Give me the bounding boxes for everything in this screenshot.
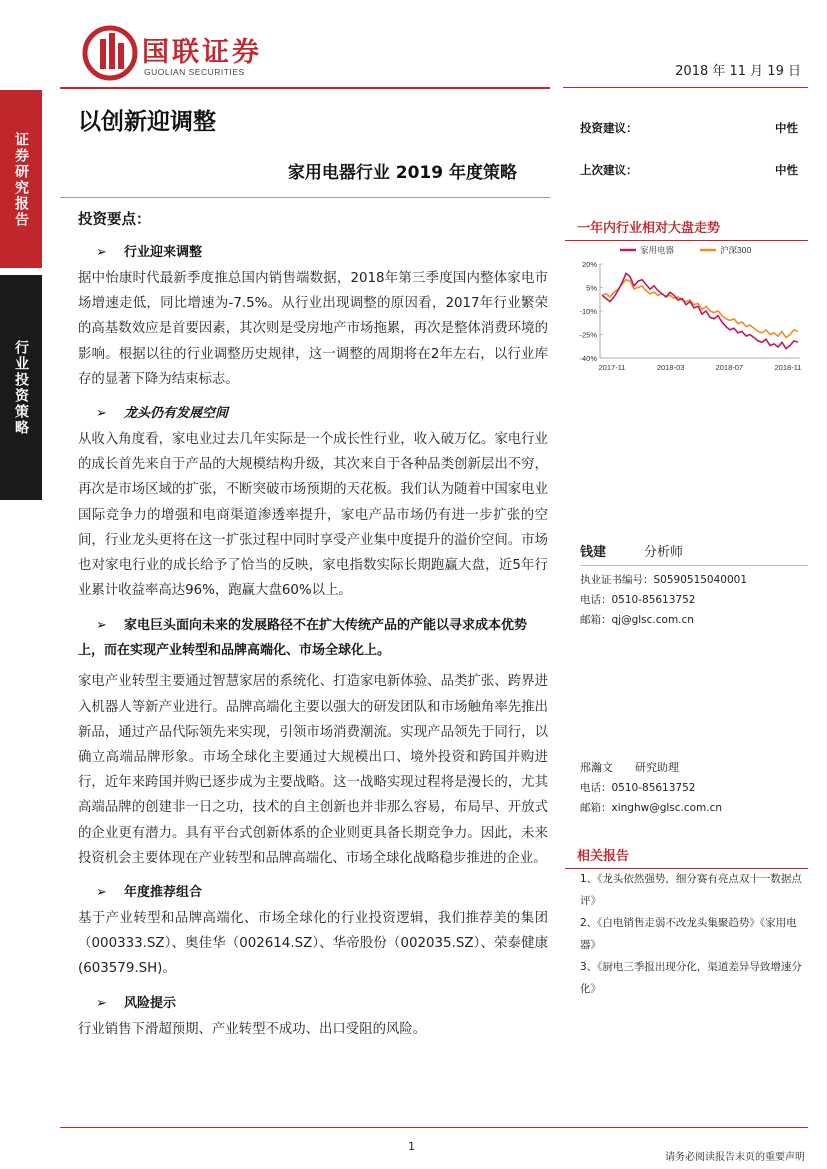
section-paragraph: 行业销售下滑超预期、产业转型不成功、出口受阻的风险。 (78, 1021, 427, 1037)
arrow-bullet-icon: ➢ (96, 995, 107, 1011)
section-heading: ➢ 家电巨头面向未来的发展路径不在扩大传统产品的产能以寻求成本优势上，而在实现产业转型和品牌高端化、市场全球化上。 (78, 613, 548, 663)
assistant-name-row (580, 758, 722, 778)
logo-english-name: GUOLIAN SECURITIES (144, 67, 245, 77)
disclaimer-note: 请务必阅读报告末页的重要声明 (665, 1152, 805, 1163)
arrow-bullet-icon: ➢ (96, 406, 107, 422)
rating-current (580, 120, 798, 136)
relative-performance-chart (570, 238, 810, 383)
section-heading: ➢ 年度推荐组合 (96, 885, 203, 901)
assistant-email[interactable]: xinghw@glsc.com.cn (611, 802, 723, 814)
assistant-name: 邢瀚文 (580, 761, 613, 774)
report-body (78, 208, 548, 1052)
analyst-card-assistant (580, 758, 722, 818)
related-reports-list (580, 868, 804, 1000)
chart-section-title: 一年内行业相对大盘走势 (565, 217, 808, 236)
side-label-category: 行业投资策略 (13, 340, 29, 436)
x-tick-label: 2018-11 (774, 363, 802, 372)
related-report-item[interactable]: 2、《白电销售走弱不改龙头集聚趋势》《家用电器》 (580, 917, 797, 951)
analyst-cert-row: 执业证书编号：S0590515040001 (580, 574, 748, 586)
report-date: 2018 年 11 月 19 日 (675, 64, 801, 79)
section-paragraph: 家电产业转型主要通过智慧家居的系统化、打造家电新体验、品类扩张、跨界进入机器人等新产业进行。品牌高端化主要以强大的研发团队和市场触角率先推出新品，通过产品代际领先来实现，引领市场消费潮流。实现产品领先于同行，以确立高端品牌形象。市场全球化主要通过大规模出口、境外投资和跨国并购进行，近年来跨国并购已逐步成为主要战略。这一战略实现过程将是漫长的，尤其高端品牌的创建非一日之功，技术的自主创新也并非那么容易，布局早、开放式的企业更有潜力。具有平台式创新体系的企业则更具备长期竞争力。因此，未来投资机会主要体现在产业转型和品牌高端化、市场全球化战略稳步推进的企业。 (78, 674, 548, 866)
analyst-name-row (580, 543, 808, 563)
header-divider (60, 87, 550, 89)
analyst-phone-row: 电话：0510-85613752 (580, 594, 696, 606)
title-divider (60, 197, 550, 198)
y-tick-label: 20% (581, 260, 597, 269)
analyst-card-primary (580, 543, 808, 630)
rating-previous-value: 中性 (775, 163, 798, 177)
report-subtitle: 家用电器行业 2019 年度策略 (287, 163, 517, 183)
y-tick-label: -40% (579, 354, 597, 363)
arrow-bullet-icon: ➢ (96, 245, 107, 260)
analyst-title: 分析师 (644, 545, 684, 560)
analyst-name: 钱建 (580, 545, 607, 560)
footer-divider (60, 1127, 808, 1128)
analyst-email-row: 邮箱：qj@glsc.com.cn (580, 614, 694, 626)
analyst-email[interactable]: qj@glsc.com.cn (611, 614, 694, 626)
x-tick-label: 2017-11 (598, 363, 626, 372)
rating-current-value: 中性 (775, 121, 798, 135)
y-tick-label: -10% (579, 307, 597, 316)
assistant-title: 研究助理 (635, 761, 679, 774)
side-label-report-type: 证券研究报告 (13, 131, 29, 228)
rating-current-label: 投资建议： (580, 121, 638, 135)
rating-previous-label: 上次建议： (580, 163, 638, 177)
header-divider-right (563, 87, 808, 88)
related-report-item[interactable]: 1、《龙头依然强势，细分赛有亮点双十一数据点评》 (580, 873, 802, 907)
section-paragraph: 基于产业转型和品牌高端化、市场全球化的行业投资逻辑，我们推荐美的集团（000333.SZ）、奥佳华（002614.SZ）、华帝股份（002035.SZ）、荣泰健康(603579.SH)。 (78, 911, 548, 977)
y-tick-label: 5% (586, 283, 597, 293)
key-points-heading: 投资要点： (78, 212, 151, 228)
guolian-logo-icon (82, 25, 138, 81)
arrow-bullet-icon: ➢ (96, 618, 107, 634)
analyst-cert: S0590515040001 (653, 574, 748, 586)
arrow-bullet-icon: ➢ (96, 885, 107, 901)
y-tick-label: -25% (579, 330, 597, 340)
section-heading: ➢ 龙头仍有发展空间 (96, 406, 229, 422)
related-reports-title: 相关报告 (565, 845, 808, 864)
company-logo (82, 25, 312, 81)
x-tick-label: 2018-03 (656, 363, 685, 372)
rating-previous (580, 162, 798, 178)
section-heading: ➢ 行业迎来调整 (96, 245, 203, 260)
page-number: 1 (408, 1140, 415, 1153)
related-report-item[interactable]: 3、《厨电三季报出现分化，渠道差异导致增速分化》 (580, 961, 802, 995)
legend-label: 沪深300 (720, 245, 752, 255)
assistant-phone-row: 电话：0510-85613752 (580, 782, 696, 794)
section-paragraph: 据中怡康时代最新季度推总国内销售端数据，2018年第三季度国内整体家电市场增速走低，同比增速为-7.5%。从行业出现调整的原因看，2017年行业繁荣的高基数效应是首要因素，其次则是受房地产市场拖累，再次是整体消费环境的影响。根据以往的行业调整历史规律，这一调整的周期将在2年左右，以行业库存的显著下降为结束标志。 (78, 271, 548, 387)
section-paragraph: 从收入角度看，家电业过去几年实际是一个成长性行业，收入破万亿。家电行业的成长首先来自于产品的大规模结构升级，其次来自于各种品类创新层出不穷，再次是市场区域的扩张，不断突破市场预期的天花板。我们认为随着中国家电业国际竞争力的增强和电商渠道渗透率提升，家电产品市场仍有进一步扩张的空间，行业龙头更将在这一扩张过程中同时享受产业集中度提升的溢价空间。市场也对家电行业的成长给予了恰当的反映，家电指数实际长期跑赢大盘，近5年行业累计收益率高达96%，跑赢大盘60%以上。 (78, 432, 548, 599)
assistant-email-row: 邮箱：xinghw@glsc.com.cn (580, 802, 723, 814)
legend-label: 家用电器 (640, 245, 675, 255)
analyst-divider (580, 565, 808, 566)
x-tick-label: 2018-07 (715, 363, 744, 372)
section-heading: ➢ 风险提示 (96, 995, 177, 1011)
report-title: 以创新迎调整 (78, 108, 216, 135)
assistant-phone: 0510-85613752 (611, 782, 696, 794)
logo-chinese-name: 国联证券 (142, 37, 262, 68)
analyst-phone: 0510-85613752 (611, 594, 696, 606)
